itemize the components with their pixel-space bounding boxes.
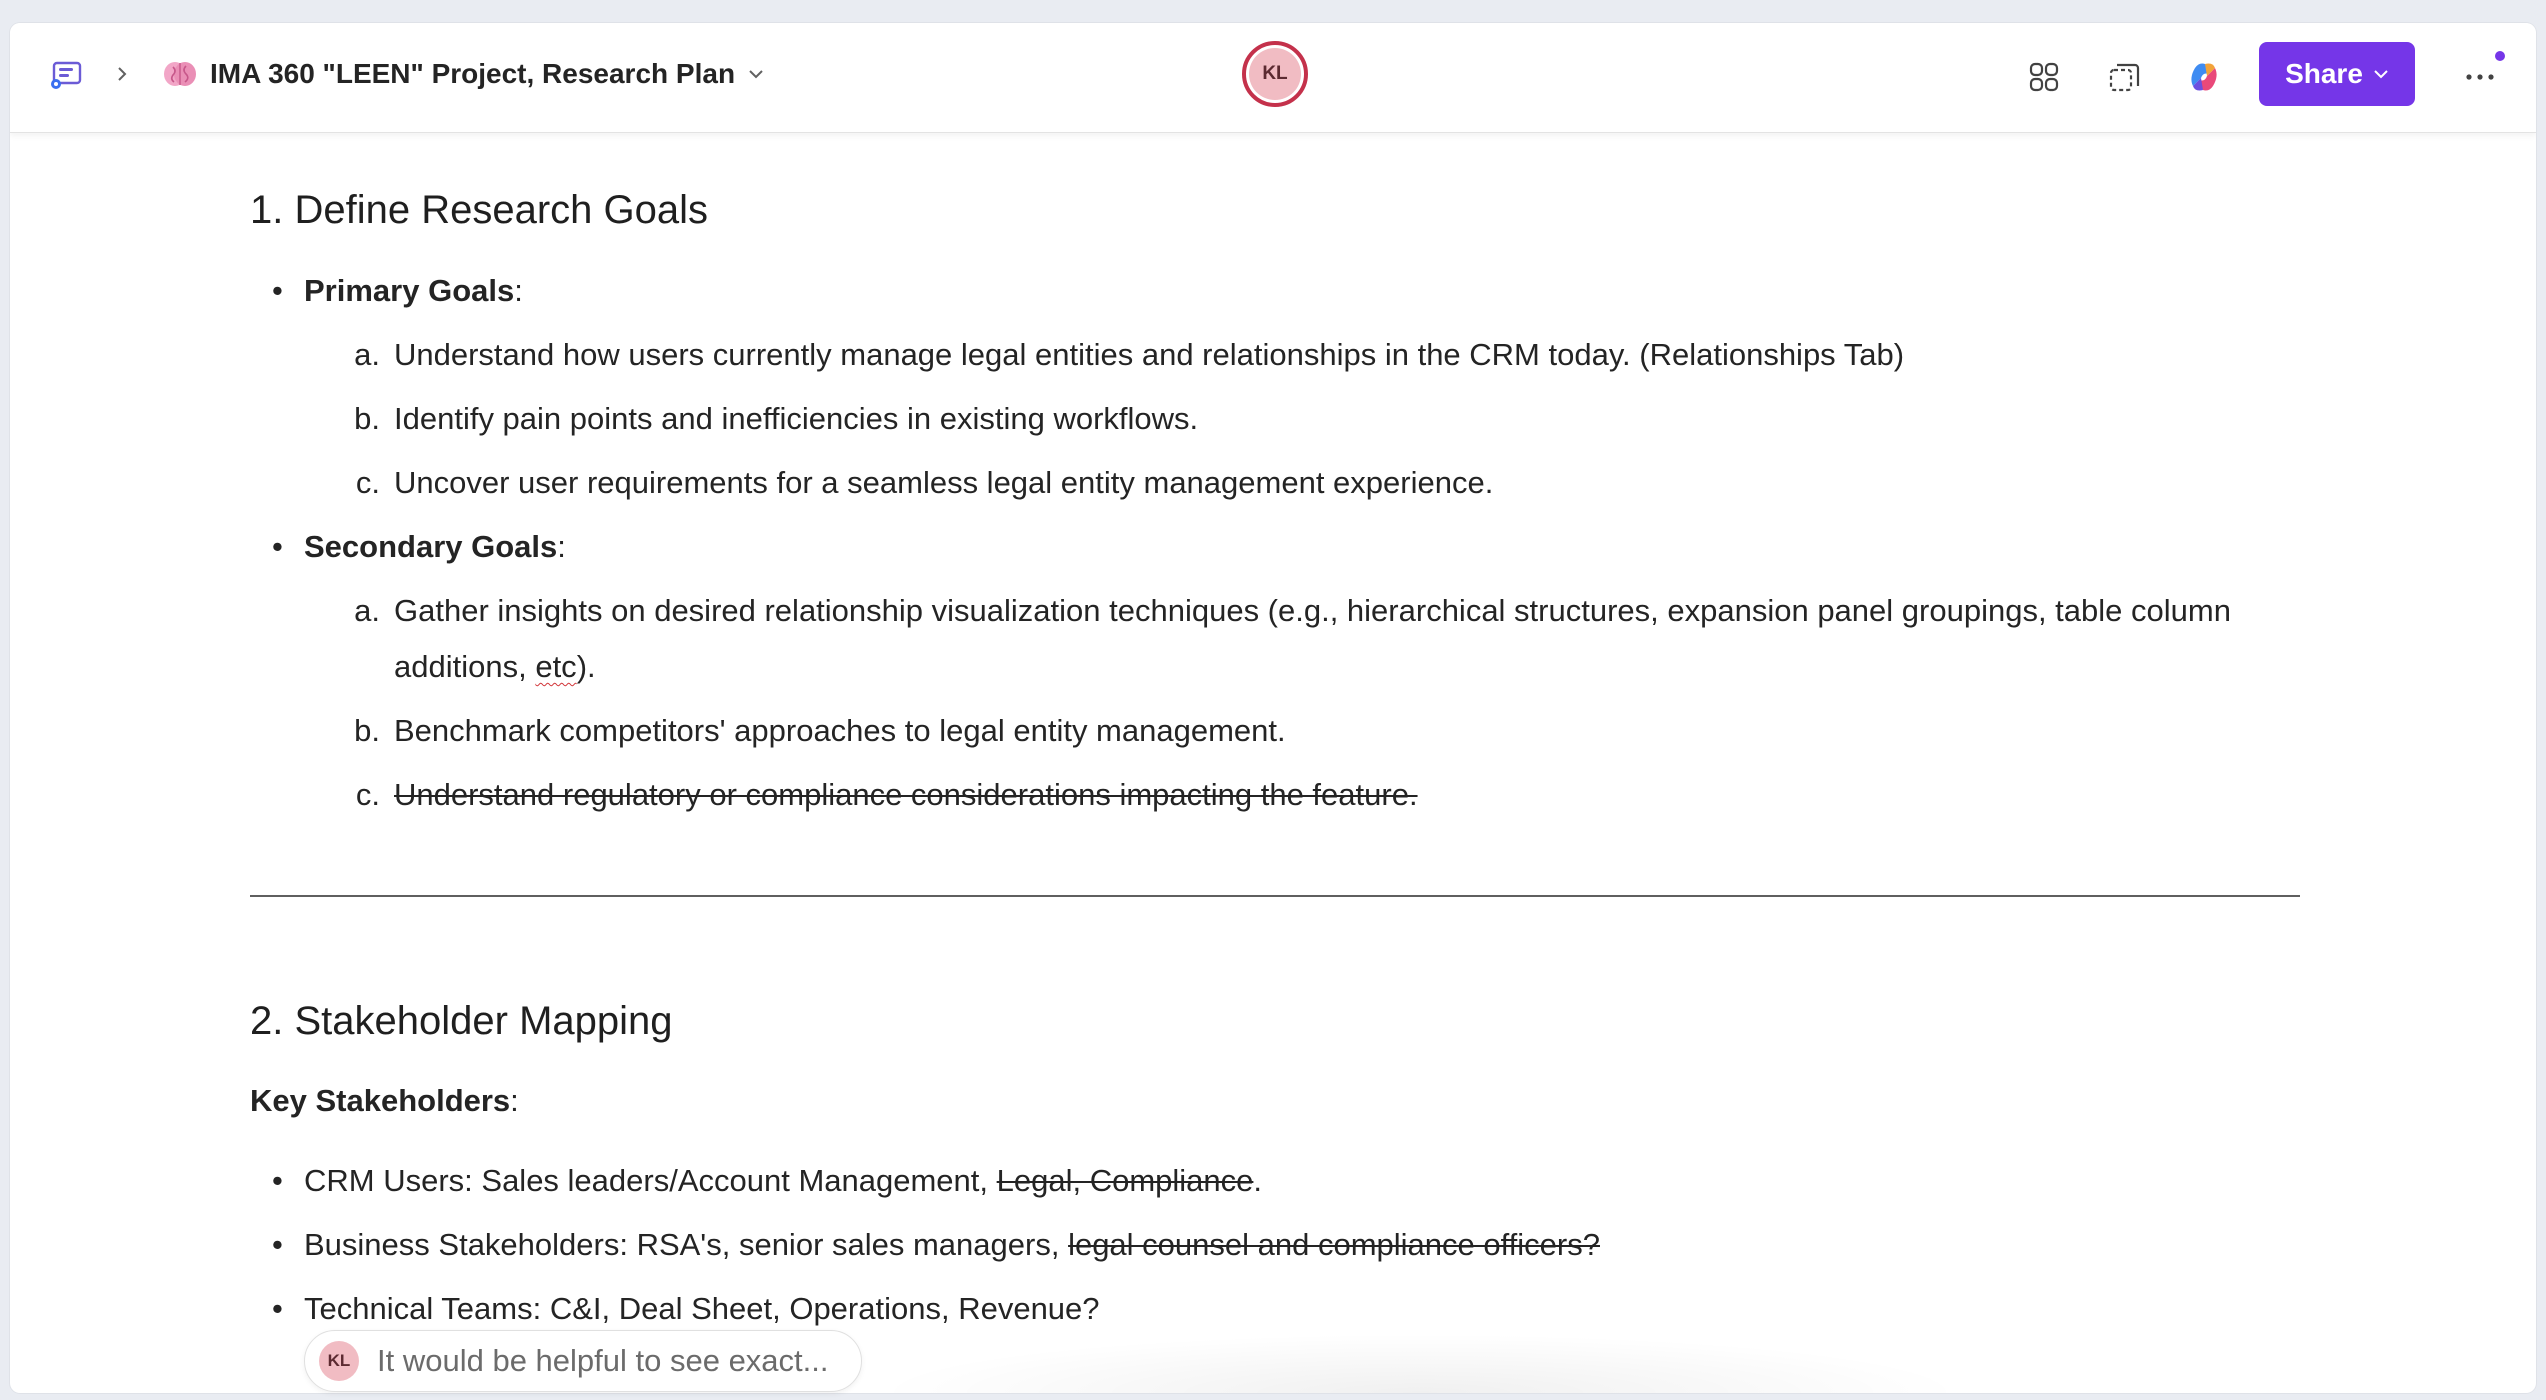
bullet-icon: •: [272, 1163, 283, 1198]
section-heading: 2. Stakeholder Mapping: [250, 999, 673, 1043]
top-bar: [10, 23, 2536, 133]
document-title[interactable]: IMA 360 "LEEN" Project, Research Plan: [210, 58, 736, 89]
struck-text: Legal, Compliance: [996, 1163, 1254, 1198]
list-item: Identify pain points and inefficiencies in existing workflows.: [394, 401, 1199, 436]
list-item: Uncover user requirements for a seamless legal entity management experience.: [394, 465, 1494, 500]
text: .: [1253, 1163, 1263, 1198]
share-button[interactable]: [2259, 42, 2415, 106]
comment-preview[interactable]: [304, 1330, 862, 1392]
bullet-icon: •: [272, 1291, 283, 1326]
comment-text: It would be helpful to see exact...: [377, 1343, 829, 1378]
colon: :: [557, 529, 566, 564]
app-window: [10, 23, 2536, 1393]
breadcrumb: [46, 54, 767, 94]
list-item: Benchmark competitors' approaches to legal entity management.: [394, 713, 1286, 748]
list-item-continuation: [394, 649, 596, 685]
list-item-struck: Understand regulatory or compliance considerations impacting the feature.: [394, 777, 1418, 812]
text: Technical Teams: C&I, Deal Sheet, Operations, Revenue?: [304, 1291, 1100, 1326]
bottom-shadow: [870, 1333, 1970, 1393]
list-marker: c.: [355, 465, 380, 500]
section-heading: 1. Define Research Goals: [250, 188, 709, 232]
struck-text: legal counsel and compliance officers?: [1068, 1227, 1600, 1262]
primary-goals-label: Primary Goals: [304, 273, 515, 308]
list-item: [304, 1227, 1600, 1263]
key-stakeholders-label: [250, 1083, 519, 1119]
collaborator-avatar[interactable]: [1242, 41, 1308, 107]
avatar-initials: KL: [1249, 48, 1301, 100]
list-item: [304, 529, 566, 565]
list-marker: b.: [354, 713, 380, 748]
bullet-icon: •: [272, 529, 283, 564]
bullet-icon: •: [272, 273, 283, 308]
list-marker: c.: [355, 777, 380, 812]
colon: :: [510, 1083, 519, 1118]
list-item: [304, 1163, 1262, 1199]
text: ).: [576, 649, 596, 684]
comment-avatar: KL: [319, 1341, 359, 1381]
secondary-goals-label: Secondary Goals: [304, 529, 558, 564]
app-icon[interactable]: [46, 54, 86, 94]
colon: :: [514, 273, 523, 308]
list-item: Gather insights on desired relationship visualization techniques (e.g., hierarchical structures, expansion panel groupings, table column: [394, 593, 2231, 628]
text: additions,: [394, 649, 536, 684]
list-item: [304, 273, 523, 309]
notification-dot: [2495, 51, 2505, 61]
list-item: [304, 1291, 1100, 1327]
text: Business Stakeholders: RSA's, senior sales managers,: [304, 1227, 1069, 1262]
bullet-icon: •: [272, 1227, 283, 1262]
list-marker: b.: [354, 401, 380, 436]
section-divider: [250, 895, 2300, 897]
copilot-icon[interactable]: [2182, 55, 2226, 99]
chevron-right-icon: [110, 62, 134, 86]
key-label: Key Stakeholders: [250, 1083, 511, 1118]
list-marker: a.: [354, 593, 380, 628]
chevron-down-icon[interactable]: [747, 64, 767, 84]
list-item: Understand how users currently manage legal entities and relationships in the CRM today. (Relationships Tab): [394, 337, 1905, 372]
select-area-icon[interactable]: [2102, 55, 2146, 99]
chevron-down-icon: [2373, 69, 2389, 79]
more-icon[interactable]: [2458, 55, 2502, 99]
brain-icon: [160, 54, 200, 94]
share-label: Share: [2285, 58, 2363, 89]
text: CRM Users: Sales leaders/Account Management,: [304, 1163, 997, 1198]
list-marker: a.: [354, 337, 380, 372]
components-icon[interactable]: [2022, 55, 2066, 99]
spellcheck-word[interactable]: etc: [535, 649, 577, 684]
